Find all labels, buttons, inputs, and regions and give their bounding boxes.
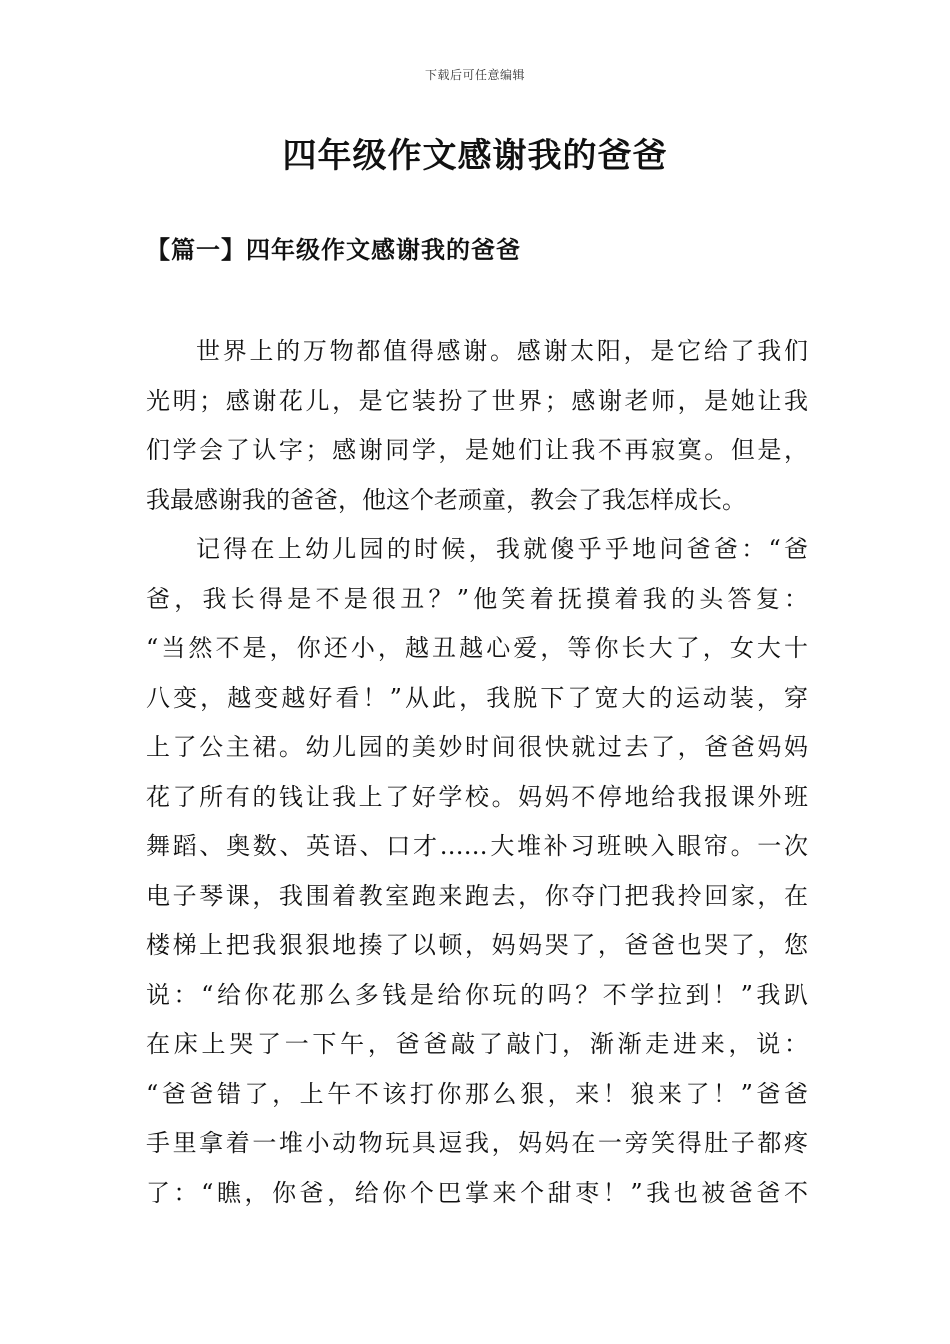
text-line: “当然不是，你还小，越丑越心爱，等你长大了，女大十 <box>146 634 808 662</box>
text-line: 世界上的万物都值得感谢。感谢太阳，是它给了我们 <box>196 337 808 365</box>
text-line: 了：“瞧，你爸，给你个巴掌来个甜枣！”我也被爸爸不 <box>146 1178 808 1207</box>
text-line: 光明；感谢花儿，是它装扮了世界；感谢老师，是她让我 <box>146 386 808 415</box>
text-line: 说：“给你花那么多钱是给你玩的吗？不学拉到！”我趴 <box>146 980 808 1009</box>
section-heading: 【篇一】四年级作文感谢我的爸爸 <box>146 235 521 264</box>
text-line: 爸，我长得是不是很丑？”他笑着抚摸着我的头答复： <box>146 584 808 613</box>
text-line: 花了所有的钱让我上了好学校。妈妈不停地给我报课外班 <box>146 782 808 811</box>
essay-body <box>146 327 808 1218</box>
header-note: 下载后可任意编辑 <box>424 68 525 82</box>
text-line: 手里拿着一堆小动物玩具逗我，妈妈在一旁笑得肚子都疼 <box>146 1129 808 1157</box>
document-title: 四年级作文感谢我的爸爸 <box>282 136 668 176</box>
text-line: 我最感谢我的爸爸，他这个老顽童，教会了我怎样成长。 <box>146 485 746 514</box>
text-line: 记得在上幼儿园的时候，我就傻乎乎地问爸爸：“爸 <box>196 535 808 563</box>
text-line: 们学会了认字；感谢同学，是她们让我不再寂寞。但是， <box>146 436 808 464</box>
text-line: “爸爸错了，上午不该打你那么狠，来！狼来了！”爸爸 <box>146 1079 808 1108</box>
text-line: 八变，越变越好看！”从此，我脱下了宽大的运动装，穿 <box>146 683 808 712</box>
text-line: 电子琴课，我围着教室跑来跑去，你夺门把我拎回家，在 <box>146 881 808 910</box>
text-line: 在床上哭了一下午，爸爸敲了敲门，渐渐走进来，说： <box>146 1030 808 1058</box>
text-line: 上了公主裙。幼儿园的美妙时间很快就过去了，爸爸妈妈 <box>146 733 808 761</box>
text-line: 楼梯上把我狠狠地揍了以顿，妈妈哭了，爸爸也哭了，您 <box>146 931 808 959</box>
text-line: 舞蹈、奥数、英语、口才……大堆补习班映入眼帘。一次 <box>146 832 808 860</box>
